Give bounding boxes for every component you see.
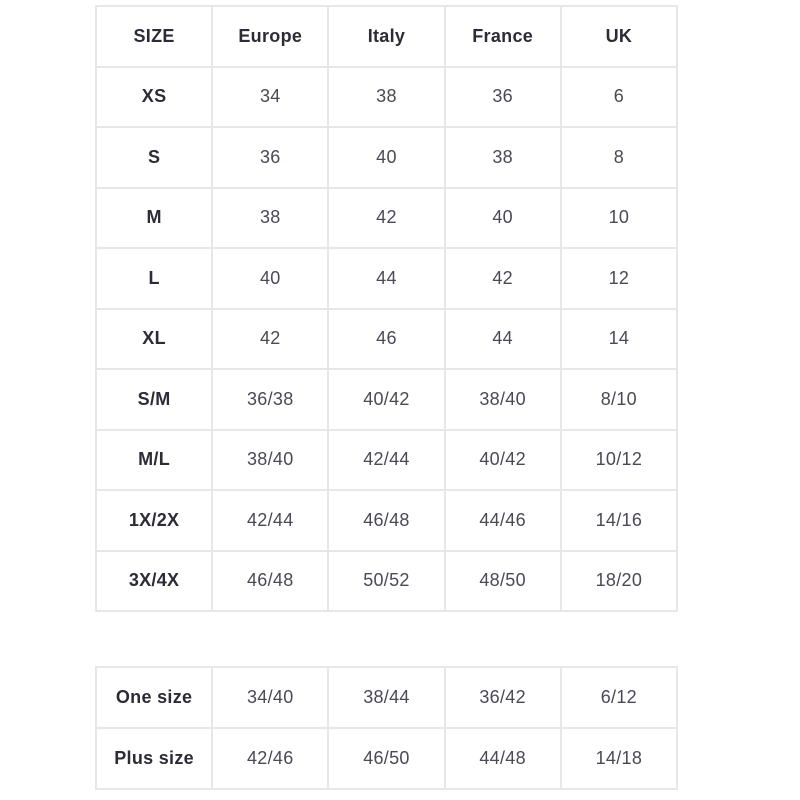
size-label: XS [96,67,212,128]
cell-france: 36 [445,67,561,128]
table-row-m [96,188,677,249]
header-cell-france: France [445,6,561,67]
cell-italy: 46/50 [328,728,444,789]
size-label: 3X/4X [96,551,212,612]
cell-uk: 14/16 [561,490,677,551]
one-size-plus-size-table [95,666,678,790]
cell-uk: 14 [561,309,677,370]
cell-uk: 12 [561,248,677,309]
size-label: M [96,188,212,249]
size-label: 1X/2X [96,490,212,551]
cell-uk: 14/18 [561,728,677,789]
cell-europe: 38/40 [212,430,328,491]
table-row-l [96,248,677,309]
cell-uk: 10 [561,188,677,249]
cell-france: 36/42 [445,667,561,728]
cell-italy: 40/42 [328,369,444,430]
cell-uk: 18/20 [561,551,677,612]
cell-europe: 34/40 [212,667,328,728]
table-row-3x-4x [96,551,677,612]
size-label: Plus size [96,728,212,789]
cell-uk: 10/12 [561,430,677,491]
cell-europe: 42 [212,309,328,370]
cell-italy: 38/44 [328,667,444,728]
table-row-s [96,127,677,188]
cell-france: 38/40 [445,369,561,430]
cell-europe: 34 [212,67,328,128]
cell-europe: 46/48 [212,551,328,612]
size-label: M/L [96,430,212,491]
size-label: S/M [96,369,212,430]
cell-france: 44/46 [445,490,561,551]
cell-europe: 42/44 [212,490,328,551]
cell-italy: 38 [328,67,444,128]
cell-italy: 42/44 [328,430,444,491]
table-row-1x-2x [96,490,677,551]
header-cell-europe: Europe [212,6,328,67]
cell-france: 44/48 [445,728,561,789]
header-cell-size: SIZE [96,6,212,67]
table-row-s-m [96,369,677,430]
size-label: S [96,127,212,188]
table-row-one-size [96,667,677,728]
cell-france: 38 [445,127,561,188]
cell-italy: 46/48 [328,490,444,551]
cell-europe: 40 [212,248,328,309]
cell-italy: 44 [328,248,444,309]
cell-uk: 6 [561,67,677,128]
cell-italy: 40 [328,127,444,188]
header-cell-uk: UK [561,6,677,67]
cell-europe: 42/46 [212,728,328,789]
size-label: XL [96,309,212,370]
cell-uk: 8 [561,127,677,188]
table-row-m-l [96,430,677,491]
cell-italy: 46 [328,309,444,370]
cell-europe: 36 [212,127,328,188]
header-cell-italy: Italy [328,6,444,67]
cell-france: 48/50 [445,551,561,612]
cell-uk: 8/10 [561,369,677,430]
size-conversion-table [95,5,678,612]
cell-france: 42 [445,248,561,309]
cell-italy: 50/52 [328,551,444,612]
table-row-xs [96,67,677,128]
cell-france: 40/42 [445,430,561,491]
cell-france: 44 [445,309,561,370]
header-row [96,6,677,67]
cell-uk: 6/12 [561,667,677,728]
cell-france: 40 [445,188,561,249]
size-label: L [96,248,212,309]
cell-europe: 36/38 [212,369,328,430]
cell-europe: 38 [212,188,328,249]
cell-italy: 42 [328,188,444,249]
size-label: One size [96,667,212,728]
table-row-plus-size [96,728,677,789]
table-row-xl [96,309,677,370]
